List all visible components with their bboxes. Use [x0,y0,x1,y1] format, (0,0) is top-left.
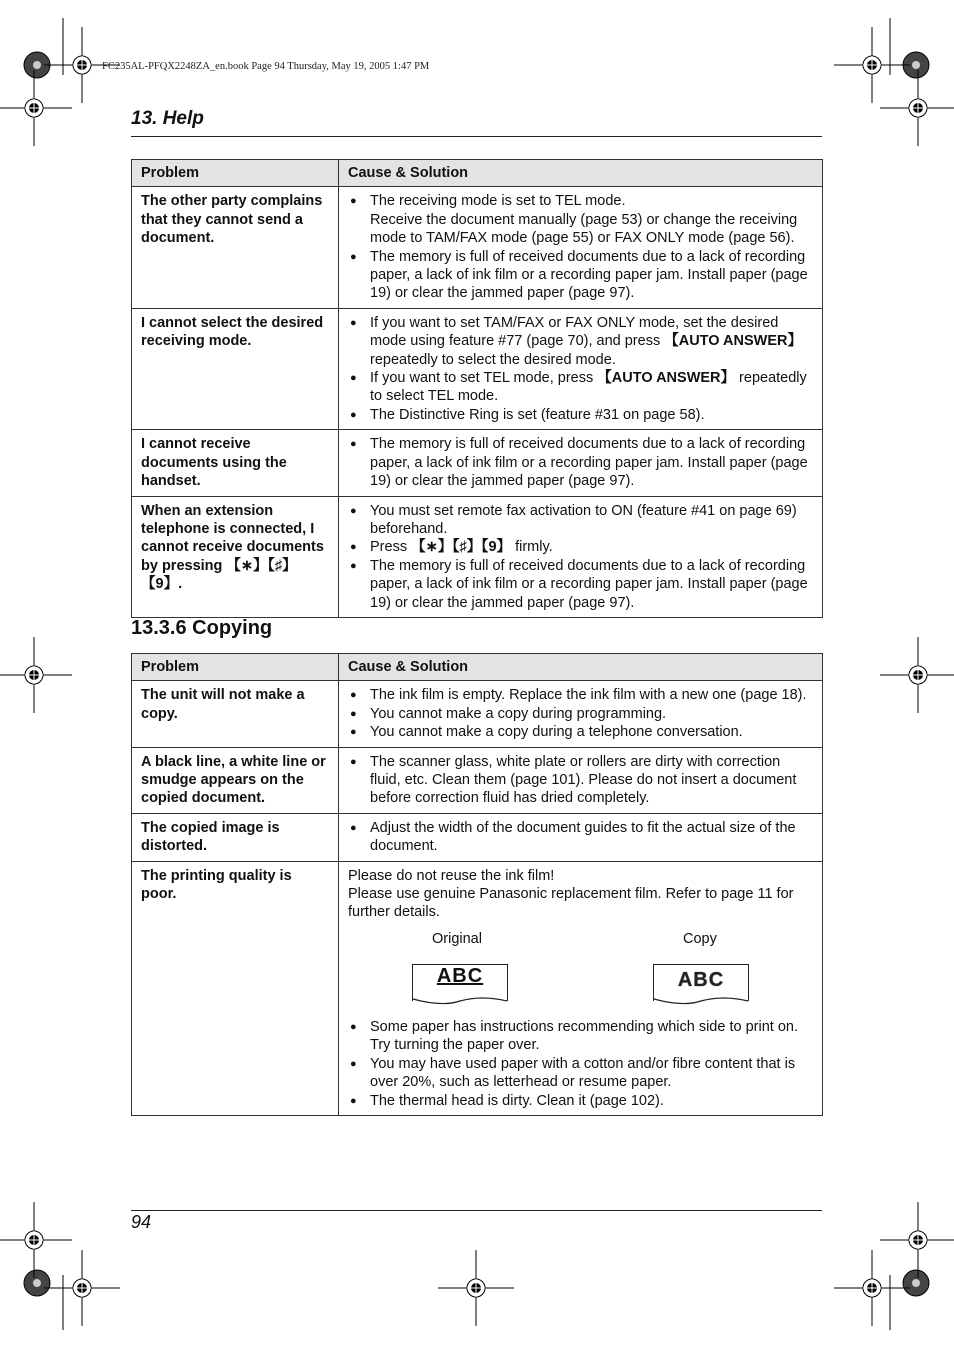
table-row [132,496,823,617]
problem-cell: I cannot select the desired receiving mode. [132,308,339,429]
solution-cell [339,747,823,813]
troubleshooting-table-copying [131,653,823,1116]
list-item: ● You may have used paper with a cotton and/or fibre content that is over 20%, such as letterhead or resume paper. [370,1055,813,1092]
troubleshooting-table-receiving [131,159,823,618]
section-title: 13.3.6 Copying [131,617,273,639]
sample-copy-image [653,964,749,1001]
list-item: ● You must set remote fax activation to ON (feature #41 on page 69) beforehand. [370,502,813,539]
sample-original-text: ABC [436,964,484,987]
table-row [132,187,823,308]
problem-cell: A black line, a white line or smudge appears on the copied document. [132,747,339,813]
solution-cell [339,430,823,496]
footer-rule [131,1210,822,1211]
key-auto-answer: 【AUTO ANSWER】 [597,370,736,387]
list-item: ● You cannot make a copy during programming. [370,705,813,723]
page-number: 94 [131,1212,152,1232]
table-row [132,747,823,813]
problem-cell: The other party complains that they cannot send a document. [132,187,339,308]
sample-copy-text: ABC [677,968,725,991]
key-auto-answer: 【AUTO ANSWER】 [664,333,802,350]
list-item [370,369,813,406]
solution-intro: Please use genuine Panasonic replacement film. Refer to page 11 for further details. [348,886,794,921]
sample-original-label: Original [432,930,482,947]
list-item [370,314,813,369]
problem-cell: The unit will not make a copy. [132,681,339,747]
solution-text: repeatedly to select the desired mode. [370,351,616,368]
solution-text: If you want to set TEL mode, press [370,370,598,387]
table-row [132,861,823,1115]
list-item: ● The memory is full of received documents due to a lack of recording paper, a lack of ink film or a recording paper jam. Install paper (page 19) or clear the jammed paper (page 97). [370,435,813,490]
list-item: ● The Distinctive Ring is set (feature #31 on page 58). [370,406,813,424]
list-item: ● You cannot make a copy during a telephone conversation. [370,723,813,741]
list-item: ● The thermal head is dirty. Clean it (page 102). [370,1092,813,1110]
solution-cell [339,861,823,1115]
list-item: ● The memory is full of received documents due to a lack of recording paper, a lack of ink film or a recording paper jam. Install paper (page 19) or clear the jammed paper (page 97). [370,248,813,303]
list-item [370,192,813,247]
solution-cell [339,813,823,861]
column-header-cause: Cause & Solution [339,160,823,187]
paper-curl-icon [653,997,749,1007]
solution-cell [339,187,823,308]
page-header-title: 13. Help [131,108,204,129]
book-meta-line: FC235AL-PFQX2248ZA_en.book Page 94 Thursday, May 19, 2005 1:47 PM [102,61,430,72]
table-row [132,430,823,496]
solution-text: firmly. [511,539,553,556]
problem-cell: I cannot receive documents using the handset. [132,430,339,496]
solution-text: Receive the document manually (page 53) or change the receiving mode to TAM/FAX mode (page 55) or FAX ONLY mode (page 56). [370,211,798,247]
column-header-problem: Problem [132,654,339,681]
solution-text: repeatedly to select TEL mode. [370,370,807,405]
table-header-row [132,654,823,681]
paper-curl-icon [412,997,508,1007]
solution-cell [339,496,823,617]
solution-cell [339,308,823,429]
problem-cell: The copied image is distorted. [132,813,339,861]
solution-intro: Please do not reuse the ink film! [348,867,555,884]
print-quality-samples [348,922,813,1018]
table-header-row [132,160,823,187]
key-sequence: 【∗】【♯】【9】 [411,539,512,556]
column-header-problem: Problem [132,160,339,187]
table-row [132,308,823,429]
list-item: ● The ink film is empty. Replace the ink film with a new one (page 18). [370,686,813,704]
table-row [132,813,823,861]
sample-original-image [412,964,508,1001]
solution-text: Press [370,539,412,556]
solution-cell [339,681,823,747]
table-row [132,681,823,747]
sample-copy-label: Copy [683,930,717,947]
list-item: ● The scanner glass, white plate or rollers are dirty with correction fluid, etc. Clean them (page 101). Please do not insert a document before correction fluid has dried completely. [370,753,813,808]
header-rule [131,136,822,137]
solution-text: If you want to set TAM/FAX or FAX ONLY mode, set the desired mode using feature #77 (page 70), and press [370,314,779,350]
solution-text: The receiving mode is set to TEL mode. [370,193,626,210]
list-item: ● Some paper has instructions recommending which side to print on. Try turning the paper over. [370,1018,813,1055]
column-header-cause: Cause & Solution [339,654,823,681]
list-item [370,538,813,556]
list-item: ● Adjust the width of the document guides to fit the actual size of the document. [370,819,813,856]
problem-cell: The printing quality is poor. [132,861,339,1115]
problem-cell: When an extension telephone is connected, I cannot receive documents by pressing 【∗】【♯】【9】. [132,496,339,617]
list-item: ● The memory is full of received documents due to a lack of recording paper, a lack of ink film or a recording paper jam. Install paper (page 19) or clear the jammed paper (page 97). [370,557,813,612]
